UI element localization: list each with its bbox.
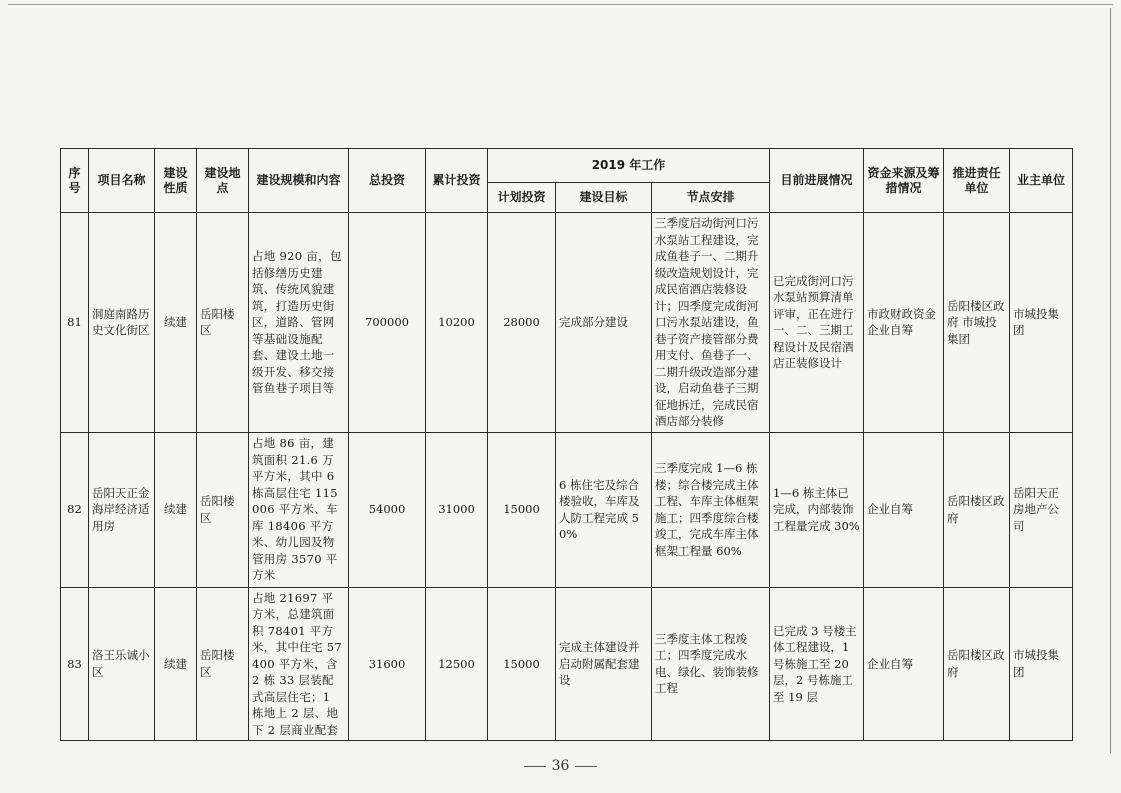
table-row — [61, 432, 1073, 587]
header-responsible: 推进责任单位 — [944, 149, 1010, 213]
cell-scale: 占地 86 亩，建筑面积 21.6 万平方米，其中 6 栋高层住宅 115006 平方米、车库 18406 平方米、幼儿园及物管用房 3570 平方米 — [249, 432, 349, 587]
project-table — [60, 148, 1073, 741]
cell-name: 岳阳天正金海岸经济适用房 — [89, 432, 155, 587]
header-owner: 业主单位 — [1010, 149, 1073, 213]
page-scan-edge-right — [1110, 8, 1111, 753]
header-plan: 计划投资 — [488, 183, 556, 213]
header-seq: 序号 — [61, 149, 89, 213]
cell-plan: 15000 — [488, 587, 556, 741]
page-number — [0, 758, 1121, 774]
cell-nature: 续建 — [155, 432, 197, 587]
cell-name: 洞庭南路历史文化街区 — [89, 213, 155, 433]
cell-seq: 81 — [61, 213, 89, 433]
cell-cumulative: 10200 — [426, 213, 488, 433]
table-row — [61, 213, 1073, 433]
table-header-row-1 — [61, 149, 1073, 183]
cell-cumulative: 31000 — [426, 432, 488, 587]
cell-location: 岳阳楼区 — [197, 587, 249, 741]
cell-total: 700000 — [349, 213, 426, 433]
cell-scale: 占地 920 亩，包括修缮历史建筑、传统风貌建筑，打造历史街区，道路、管网等基础设施配套、建设土地一级开发、移交接管鱼巷子项目等 — [249, 213, 349, 433]
page-number-dash-left — [524, 766, 546, 767]
cell-nodes: 三季度主体工程竣工；四季度完成水电、绿化、装饰装修工程 — [652, 587, 770, 741]
cell-total: 54000 — [349, 432, 426, 587]
cell-funding: 企业自筹 — [864, 432, 944, 587]
cell-owner: 岳阳天正房地产公司 — [1010, 432, 1073, 587]
cell-total: 31600 — [349, 587, 426, 741]
cell-cumulative: 12500 — [426, 587, 488, 741]
page-number-value: 36 — [551, 758, 570, 774]
header-total: 总投资 — [349, 149, 426, 213]
header-progress: 目前进展情况 — [770, 149, 864, 213]
cell-location: 岳阳楼区 — [197, 213, 249, 433]
cell-progress: 已完成街河口污水泵站预算清单评审，正在进行一、二、三期工程设计及民宿酒店正装修设计 — [770, 213, 864, 433]
cell-funding: 市政财政资金 企业自筹 — [864, 213, 944, 433]
cell-seq: 82 — [61, 432, 89, 587]
cell-nature: 续建 — [155, 213, 197, 433]
cell-nature: 续建 — [155, 587, 197, 741]
table-row — [61, 587, 1073, 741]
cell-plan: 15000 — [488, 432, 556, 587]
header-location: 建设地点 — [197, 149, 249, 213]
header-year-group: 2019 年工作 — [488, 149, 770, 183]
header-scale: 建设规模和内容 — [249, 149, 349, 213]
cell-progress: 已完成 3 号楼主体工程建设，1 号栋施工至 20 层，2 号栋施工至 19 层 — [770, 587, 864, 741]
cell-progress: 1—6 栋主体已完成，内部装饰工程量完成 30% — [770, 432, 864, 587]
cell-name: 洛王乐诚小区 — [89, 587, 155, 741]
page-number-dash-right — [575, 766, 597, 767]
header-goal: 建设目标 — [556, 183, 652, 213]
cell-owner: 市城投集团 — [1010, 213, 1073, 433]
cell-owner: 市城投集团 — [1010, 587, 1073, 741]
cell-responsible: 岳阳楼区政府 — [944, 587, 1010, 741]
header-nature: 建设性质 — [155, 149, 197, 213]
cell-goal: 6 栋住宅及综合楼验收，车库及人防工程完成 50% — [556, 432, 652, 587]
header-nodes: 节点安排 — [652, 183, 770, 213]
header-funding: 资金来源及筹措情况 — [864, 149, 944, 213]
cell-responsible: 岳阳楼区政府 市城投集团 — [944, 213, 1010, 433]
cell-nodes: 三季度启动街河口污水泵站工程建设，完成鱼巷子一、二期升级改造规划设计，完成民宿酒店装修设计；四季度完成街河口污水泵站建设，鱼巷子资产接管部分费用支付、鱼巷子一、二期升级改造部分建设，启动鱼巷子三期征地拆迁，完成民宿酒店部分装修 — [652, 213, 770, 433]
header-name: 项目名称 — [89, 149, 155, 213]
header-cumulative: 累计投资 — [426, 149, 488, 213]
cell-seq: 83 — [61, 587, 89, 741]
cell-responsible: 岳阳楼区政府 — [944, 432, 1010, 587]
cell-nodes: 三季度完成 1—6 栋楼；综合楼完成主体工程、车库主体框架施工；四季度综合楼竣工，完成车库主体框架工程量 60% — [652, 432, 770, 587]
cell-plan: 28000 — [488, 213, 556, 433]
page-scan-edge — [8, 4, 1113, 5]
cell-goal: 完成主体建设并启动附属配套建设 — [556, 587, 652, 741]
cell-location: 岳阳楼区 — [197, 432, 249, 587]
cell-goal: 完成部分建设 — [556, 213, 652, 433]
cell-funding: 企业自筹 — [864, 587, 944, 741]
cell-scale: 占地 21697 平方米，总建筑面积 78401 平方米，其中住宅 57400 平方米，含 2 栋 33 层装配式高层住宅；1 栋地上 2 层、地下 2 层商业配套 — [249, 587, 349, 741]
